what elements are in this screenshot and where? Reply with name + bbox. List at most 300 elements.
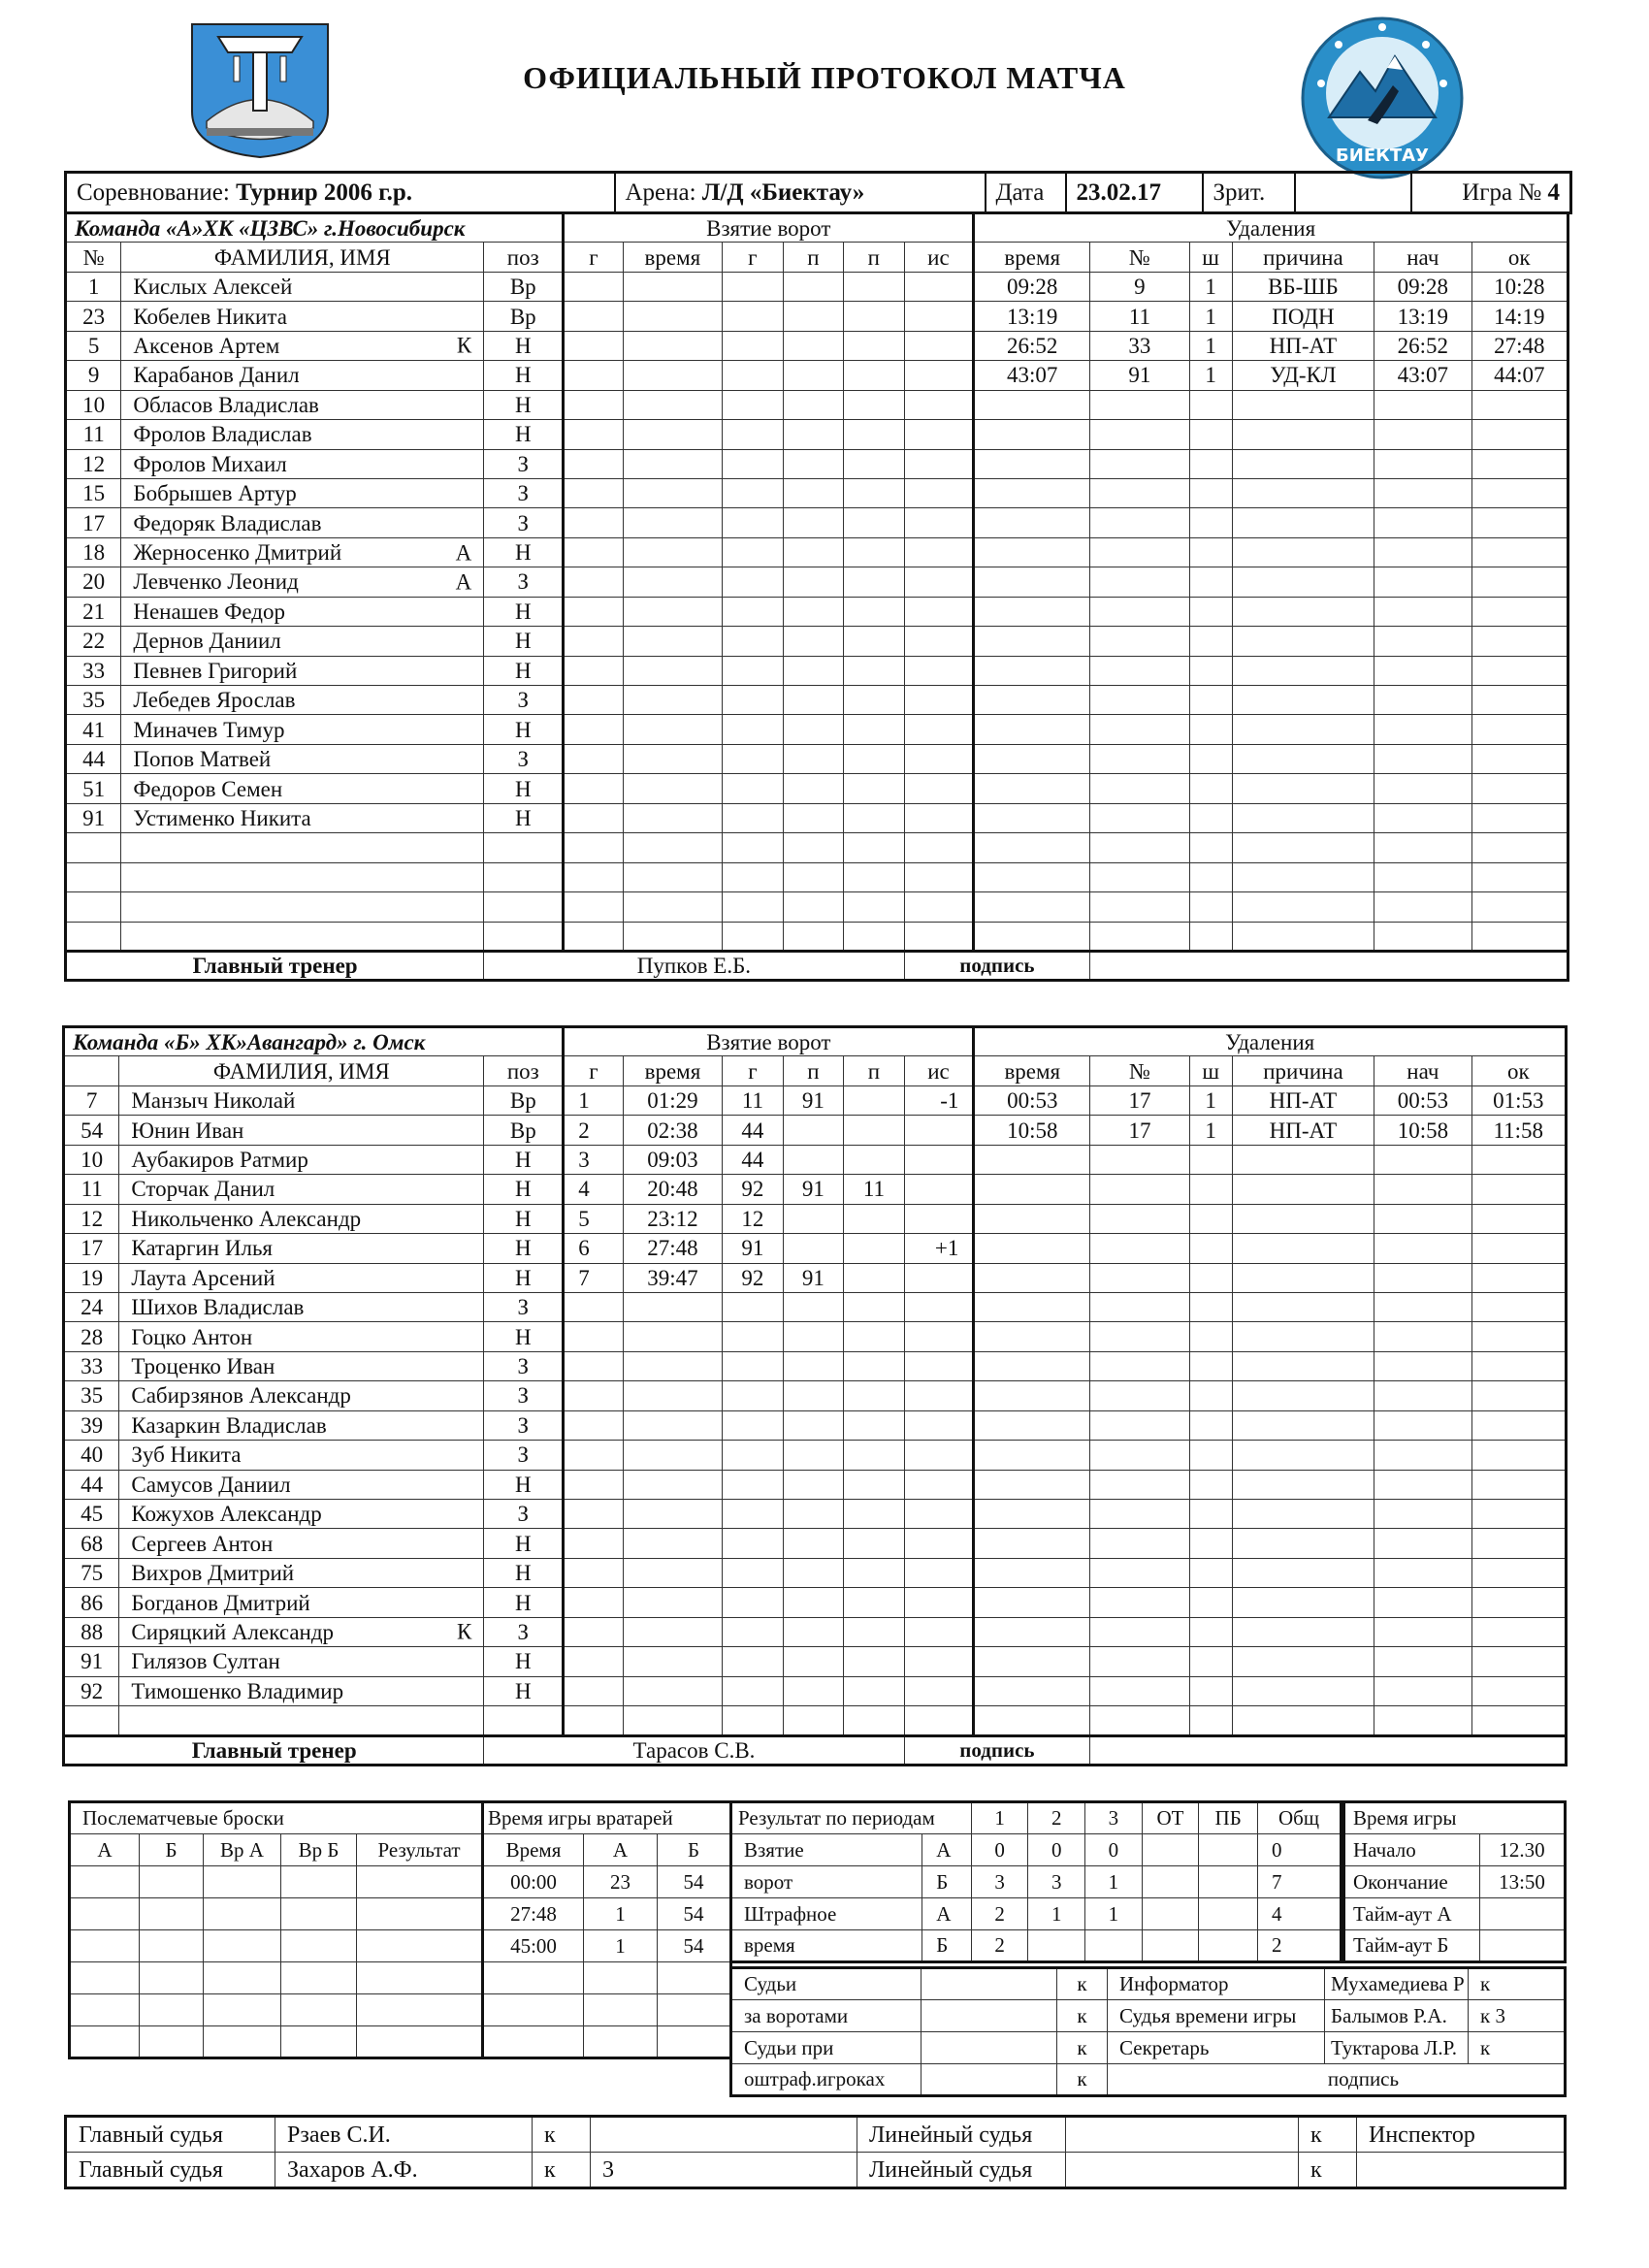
penalty-cell bbox=[1090, 449, 1189, 478]
signature-label: подпись bbox=[904, 951, 1090, 980]
goal-cell bbox=[723, 1529, 783, 1558]
goal-cell bbox=[844, 1145, 904, 1174]
player-name-text: Гилязов Султан bbox=[131, 1649, 280, 1674]
player-row bbox=[66, 272, 1568, 301]
goal-cell bbox=[723, 478, 783, 507]
goal-cell bbox=[564, 1381, 623, 1410]
penalty-cell bbox=[1189, 1441, 1232, 1470]
penalty-cell bbox=[1090, 892, 1189, 922]
player-position: Н bbox=[484, 1322, 564, 1351]
player-name bbox=[121, 892, 484, 922]
goal-cell bbox=[564, 833, 623, 862]
goal-cell bbox=[783, 862, 843, 891]
goal-cell bbox=[623, 833, 722, 862]
goal-cell: 7 bbox=[564, 1263, 623, 1292]
period-cell bbox=[1199, 1866, 1258, 1898]
goal-cell bbox=[904, 627, 974, 656]
penalty-cell bbox=[1232, 1292, 1374, 1321]
penalty-cell bbox=[1471, 803, 1568, 832]
penalty-cell: 44:07 bbox=[1471, 361, 1568, 390]
penalty-cell: 1 bbox=[1189, 1116, 1232, 1145]
goal-cell bbox=[564, 361, 623, 390]
player-row bbox=[64, 1676, 1567, 1705]
penalty-cell bbox=[1189, 774, 1232, 803]
penalty-cell bbox=[1232, 1175, 1374, 1204]
penalty-cell: 11:58 bbox=[1471, 1116, 1566, 1145]
penalty-cell bbox=[1189, 1470, 1232, 1499]
player-row bbox=[66, 478, 1568, 507]
penalty-cell bbox=[1090, 1292, 1189, 1321]
penalty-cell bbox=[1374, 1529, 1471, 1558]
penalty-cell bbox=[1374, 1263, 1471, 1292]
player-row bbox=[64, 1085, 1567, 1115]
penalty-cell bbox=[1471, 922, 1568, 951]
player-name bbox=[121, 715, 484, 744]
goal-cell bbox=[623, 892, 722, 922]
goal-cell bbox=[783, 508, 843, 537]
penalty-cell: ВБ-ШБ bbox=[1232, 272, 1374, 301]
penalty-cell bbox=[974, 1410, 1090, 1440]
penalty-cell bbox=[1232, 508, 1374, 537]
player-row bbox=[66, 744, 1568, 773]
penalty-cell bbox=[1374, 508, 1471, 537]
penalty-cell bbox=[1374, 478, 1471, 507]
penalty-cell bbox=[1090, 1351, 1189, 1380]
pen-pnum-header: № bbox=[1090, 1056, 1189, 1085]
goal-cell bbox=[904, 1470, 974, 1499]
goal-cell: 3 bbox=[564, 1145, 623, 1174]
penalty-cell bbox=[1232, 686, 1374, 715]
date-label: Дата bbox=[986, 173, 1066, 213]
goal-cell bbox=[904, 1116, 974, 1145]
period-row-label: Взятие bbox=[731, 1834, 922, 1866]
player-number bbox=[66, 922, 121, 951]
pen-ptime-header: время bbox=[974, 243, 1090, 272]
goal-cell bbox=[723, 1351, 783, 1380]
penalty-cell bbox=[1471, 656, 1568, 685]
player-position: Н bbox=[484, 361, 564, 390]
goal-cell bbox=[904, 508, 974, 537]
penalty-cell bbox=[1232, 803, 1374, 832]
team-header-row bbox=[66, 213, 1568, 243]
goal-g-header: г bbox=[564, 1056, 623, 1085]
player-number: 7 bbox=[64, 1085, 119, 1115]
player-row bbox=[66, 892, 1568, 922]
goal-cell bbox=[904, 390, 974, 419]
player-name bbox=[121, 390, 484, 419]
player-number: 18 bbox=[66, 537, 121, 567]
goal-cell bbox=[904, 744, 974, 773]
period-cell: А bbox=[922, 1834, 972, 1866]
player-name bbox=[121, 567, 484, 597]
penalty-cell bbox=[1189, 686, 1232, 715]
player-position: Н bbox=[484, 1558, 564, 1587]
penalty-cell bbox=[974, 597, 1090, 626]
gk-b-header: Б bbox=[658, 1834, 731, 1866]
penalty-cell bbox=[974, 1381, 1090, 1410]
goal-cell bbox=[783, 1292, 843, 1321]
goal-cell bbox=[904, 1381, 974, 1410]
goal-cell bbox=[564, 1588, 623, 1617]
goal-cell bbox=[904, 686, 974, 715]
goal-cell bbox=[783, 1351, 843, 1380]
competition-value: Турнир 2006 г.р. bbox=[236, 178, 413, 206]
goal-cell bbox=[564, 862, 623, 891]
player-number: 11 bbox=[66, 420, 121, 449]
period-header: 3 bbox=[1085, 1802, 1143, 1834]
player-name-text: Миначев Тимур bbox=[133, 717, 285, 742]
penalty-cell: НП-АТ bbox=[1232, 331, 1374, 360]
goal-cell bbox=[564, 803, 623, 832]
goal-cell bbox=[623, 803, 722, 832]
goal-cell bbox=[783, 1116, 843, 1145]
player-number: 23 bbox=[66, 302, 121, 331]
goalie-cell: 54 bbox=[658, 1866, 731, 1898]
penalty-cell: 26:52 bbox=[974, 331, 1090, 360]
goal-cell bbox=[783, 922, 843, 951]
coach-label: Главный тренер bbox=[66, 951, 484, 980]
penalty-cell bbox=[1471, 1292, 1566, 1321]
period-row bbox=[731, 1930, 1342, 1962]
goal-cell bbox=[564, 1617, 623, 1646]
penalty-cell bbox=[974, 1351, 1090, 1380]
svg-text:БИЕКТАУ: БИЕКТАУ bbox=[1336, 146, 1429, 166]
player-number: 75 bbox=[64, 1558, 119, 1587]
player-position: З bbox=[484, 1500, 564, 1529]
main-referee-label: Главный судья bbox=[66, 2117, 275, 2153]
penalty-cell bbox=[974, 833, 1090, 862]
goal-cell: 39:47 bbox=[623, 1263, 722, 1292]
player-name-text: Сабирзянов Александр bbox=[131, 1383, 351, 1409]
period-cell bbox=[1142, 1834, 1199, 1866]
goal-cell bbox=[844, 1204, 904, 1233]
penalty-cell bbox=[1374, 922, 1471, 951]
penalty-cell bbox=[974, 715, 1090, 744]
goal-cell bbox=[623, 862, 722, 891]
goal-cell bbox=[723, 508, 783, 537]
goal-cell bbox=[904, 537, 974, 567]
game-number: 4 bbox=[1547, 178, 1560, 206]
k-mark: к bbox=[533, 2117, 591, 2153]
player-row bbox=[66, 567, 1568, 597]
player-row bbox=[66, 833, 1568, 862]
goal-cell bbox=[723, 361, 783, 390]
goal-cell bbox=[623, 1292, 722, 1321]
penalty-cell bbox=[1189, 1529, 1232, 1558]
captain-mark: А bbox=[455, 569, 472, 595]
goal-g-header: г bbox=[564, 243, 623, 272]
player-position: Н bbox=[484, 537, 564, 567]
goal-cell bbox=[723, 1322, 783, 1351]
player-name-text: Вихров Дмитрий bbox=[131, 1561, 295, 1586]
goal-cell bbox=[623, 656, 722, 685]
penalty-cell bbox=[1471, 627, 1568, 656]
penalty-cell bbox=[1374, 1706, 1471, 1735]
goals-section-label: Взятие ворот bbox=[564, 213, 974, 243]
goalie-cell bbox=[483, 1962, 584, 1994]
player-position: Н bbox=[484, 803, 564, 832]
goal-cell: 4 bbox=[564, 1175, 623, 1204]
penalty-cell bbox=[1189, 1145, 1232, 1174]
penalty-cell bbox=[974, 1263, 1090, 1292]
player-position: З bbox=[484, 508, 564, 537]
goal-cell bbox=[623, 1558, 722, 1587]
penalty-cell: 01:53 bbox=[1471, 1085, 1566, 1115]
player-name-text: Лаута Арсений bbox=[131, 1265, 275, 1290]
penalty-cell: НП-АТ bbox=[1232, 1085, 1374, 1115]
penalty-cell bbox=[1189, 1706, 1232, 1735]
period-cell: 7 bbox=[1257, 1866, 1341, 1898]
player-row bbox=[64, 1234, 1567, 1263]
player-name bbox=[121, 744, 484, 773]
goal-cell bbox=[904, 1292, 974, 1321]
penalty-cell bbox=[1232, 1234, 1374, 1263]
penalty-cell bbox=[974, 1676, 1090, 1705]
player-position bbox=[484, 833, 564, 862]
end-value: 13:50 bbox=[1480, 1866, 1566, 1898]
penalty-cell bbox=[1471, 1175, 1566, 1204]
period-row bbox=[731, 1834, 1342, 1866]
goal-cell: 27:48 bbox=[623, 1234, 722, 1263]
goal-cell bbox=[844, 1292, 904, 1321]
player-position: Н bbox=[484, 1234, 564, 1263]
goalie-cell: 54 bbox=[658, 1930, 731, 1962]
team-a-table bbox=[64, 211, 1569, 982]
penalty-cell bbox=[1471, 774, 1568, 803]
player-position: Н bbox=[484, 656, 564, 685]
penalty-cell: 09:28 bbox=[974, 272, 1090, 301]
goal-cell bbox=[904, 361, 974, 390]
penalty-cell bbox=[1232, 1706, 1374, 1735]
penalty-cell bbox=[1374, 1647, 1471, 1676]
player-position: З bbox=[484, 744, 564, 773]
player-position bbox=[484, 862, 564, 891]
goal-time-header: время bbox=[623, 1056, 722, 1085]
penalty-cell bbox=[974, 1470, 1090, 1499]
player-row bbox=[66, 597, 1568, 626]
goalie-row bbox=[483, 1962, 731, 1994]
penalty-cell bbox=[1232, 1441, 1374, 1470]
penalty-cell bbox=[1374, 537, 1471, 567]
penalty-cell: 09:28 bbox=[1374, 272, 1471, 301]
penalty-cell bbox=[1090, 656, 1189, 685]
penalty-cell: 26:52 bbox=[1374, 331, 1471, 360]
goal-cell bbox=[783, 420, 843, 449]
goal-cell bbox=[723, 537, 783, 567]
timekeeper-mark: к 3 bbox=[1469, 2000, 1566, 2032]
goal-cell bbox=[783, 1204, 843, 1233]
goal-cell bbox=[623, 774, 722, 803]
penalty-cell bbox=[1232, 1351, 1374, 1380]
goal-cell bbox=[904, 833, 974, 862]
goal-cell bbox=[723, 1588, 783, 1617]
penalty-cell bbox=[1232, 744, 1374, 773]
player-name bbox=[121, 537, 484, 567]
goal-cell bbox=[564, 390, 623, 419]
player-name bbox=[119, 1410, 484, 1440]
player-number: 44 bbox=[66, 744, 121, 773]
goal-cell bbox=[904, 803, 974, 832]
penalty-cell bbox=[1189, 1263, 1232, 1292]
penalty-cell bbox=[1090, 1647, 1189, 1676]
player-name bbox=[121, 361, 484, 390]
main-referee-label: Главный судья bbox=[66, 2153, 275, 2188]
player-name-text: Ненашев Федор bbox=[133, 599, 286, 624]
player-row bbox=[64, 1529, 1567, 1558]
penalty-cell bbox=[974, 1706, 1090, 1735]
penalty-cell bbox=[1090, 803, 1189, 832]
penalty-cell bbox=[1090, 922, 1189, 951]
player-number: 24 bbox=[64, 1292, 119, 1321]
timekeeper-value: Балымов Р.А. bbox=[1325, 2000, 1469, 2032]
player-name-text: Казаркин Владислав bbox=[131, 1412, 327, 1438]
goal-is-header: ис bbox=[904, 243, 974, 272]
period-cell bbox=[1142, 1930, 1199, 1962]
goal-cell bbox=[723, 449, 783, 478]
period-cell: А bbox=[922, 1898, 972, 1930]
player-name-text: Аксенов Артем bbox=[133, 333, 280, 358]
goal-cell bbox=[904, 1647, 974, 1676]
penalty-cell bbox=[1090, 1145, 1189, 1174]
goal-cell bbox=[844, 449, 904, 478]
penalty-cell bbox=[1232, 1381, 1374, 1410]
penalty-cell bbox=[1471, 1322, 1566, 1351]
goal-cell bbox=[844, 390, 904, 419]
goal-cell bbox=[623, 1647, 722, 1676]
penalty-cell bbox=[1189, 656, 1232, 685]
k-mark: к bbox=[1469, 2032, 1566, 2064]
goal-cell bbox=[844, 1676, 904, 1705]
penalty-cell: 43:07 bbox=[1374, 361, 1471, 390]
period-cell bbox=[1142, 1866, 1199, 1898]
goal-cell bbox=[844, 1617, 904, 1646]
period-header: 1 bbox=[971, 1802, 1028, 1834]
end-label: Окончание bbox=[1344, 1866, 1480, 1898]
player-position: З bbox=[484, 449, 564, 478]
player-number: 33 bbox=[64, 1351, 119, 1380]
player-name-text: Федоров Семен bbox=[133, 776, 283, 801]
goal-cell bbox=[723, 862, 783, 891]
player-name-text: Аубакиров Ратмир bbox=[131, 1147, 308, 1172]
penalty-cell bbox=[1189, 862, 1232, 891]
player-position: Н bbox=[484, 1470, 564, 1499]
player-number bbox=[66, 892, 121, 922]
name-header: ФАМИЛИЯ, ИМЯ bbox=[119, 1056, 484, 1085]
penalty-cell bbox=[1471, 1588, 1566, 1617]
goal-cell bbox=[844, 1470, 904, 1499]
player-name-text: Богданов Дмитрий bbox=[131, 1590, 310, 1615]
goal-cell bbox=[904, 1204, 974, 1233]
goal-cell bbox=[844, 597, 904, 626]
goal-cell bbox=[564, 686, 623, 715]
goal-cell bbox=[623, 1322, 722, 1351]
penalty-cell bbox=[1471, 449, 1568, 478]
k-mark: к bbox=[1057, 2000, 1108, 2032]
goal-cell bbox=[623, 744, 722, 773]
player-number: 88 bbox=[64, 1617, 119, 1646]
period-cell bbox=[1199, 1930, 1258, 1962]
arena-logo-icon bbox=[1300, 16, 1465, 180]
goal-p1-header: п bbox=[783, 1056, 843, 1085]
goalie-cell: 45:00 bbox=[483, 1930, 584, 1962]
player-name bbox=[121, 331, 484, 360]
penalty-cell bbox=[1471, 1558, 1566, 1587]
goal-cell bbox=[844, 627, 904, 656]
goalie-row bbox=[483, 1866, 731, 1898]
pen-reason-header: причина bbox=[1232, 1056, 1374, 1085]
penalty-cell bbox=[1374, 1381, 1471, 1410]
goal-cell bbox=[844, 1410, 904, 1440]
player-name bbox=[121, 597, 484, 626]
goal-cell bbox=[623, 1676, 722, 1705]
player-row bbox=[66, 420, 1568, 449]
goal-cell bbox=[904, 1441, 974, 1470]
goal-cell bbox=[904, 774, 974, 803]
goal-cell bbox=[844, 1116, 904, 1145]
goal-cell bbox=[783, 744, 843, 773]
penalty-cell bbox=[974, 449, 1090, 478]
goal-cell bbox=[564, 1441, 623, 1470]
goal-cell bbox=[783, 361, 843, 390]
penalty-cell: 00:53 bbox=[1374, 1085, 1471, 1115]
goal-cell bbox=[844, 361, 904, 390]
player-name-text: Карабанов Данил bbox=[133, 363, 300, 388]
goal-cell bbox=[623, 1617, 722, 1646]
player-row bbox=[64, 1263, 1567, 1292]
penalty-cell bbox=[1232, 1558, 1374, 1587]
linesman-label: Линейный судья bbox=[857, 2153, 1066, 2188]
player-name-text: Сторчак Данил bbox=[131, 1177, 275, 1202]
goal-cell bbox=[904, 272, 974, 301]
penalty-cell bbox=[974, 744, 1090, 773]
penalty-cell bbox=[1090, 420, 1189, 449]
goal-cell bbox=[844, 833, 904, 862]
player-position: Вр bbox=[484, 272, 564, 301]
penalty-cell bbox=[974, 656, 1090, 685]
coach-row bbox=[66, 951, 1568, 980]
date-value: 23.02.17 bbox=[1066, 173, 1203, 213]
player-number: 19 bbox=[64, 1263, 119, 1292]
penalty-cell bbox=[1374, 715, 1471, 744]
goal-cell: 44 bbox=[723, 1116, 783, 1145]
goal-cell bbox=[723, 715, 783, 744]
player-row bbox=[64, 1470, 1567, 1499]
goal-cell bbox=[844, 1322, 904, 1351]
player-number: 39 bbox=[64, 1410, 119, 1440]
player-name-text: Обласов Владислав bbox=[133, 392, 319, 417]
penalty-cell bbox=[1374, 1292, 1471, 1321]
penalty-cell: 11 bbox=[1090, 302, 1189, 331]
player-row bbox=[64, 1588, 1567, 1617]
goal-cell bbox=[723, 833, 783, 862]
goal-cell: 12 bbox=[723, 1204, 783, 1233]
goal-cell: +1 bbox=[904, 1234, 974, 1263]
period-row bbox=[731, 1866, 1342, 1898]
player-row bbox=[64, 1116, 1567, 1145]
signature-cell bbox=[1090, 951, 1568, 980]
signature-label: подпись bbox=[1108, 2064, 1566, 2096]
goal-cell bbox=[723, 331, 783, 360]
penalty-cell bbox=[974, 686, 1090, 715]
player-row bbox=[64, 1617, 1567, 1646]
penalty-cell bbox=[1232, 597, 1374, 626]
player-number: 20 bbox=[66, 567, 121, 597]
goal-cell bbox=[564, 1529, 623, 1558]
goal-cell bbox=[723, 627, 783, 656]
goal-cell bbox=[844, 862, 904, 891]
pen-ptime-header: время bbox=[974, 1056, 1090, 1085]
goal-cell bbox=[623, 1381, 722, 1410]
